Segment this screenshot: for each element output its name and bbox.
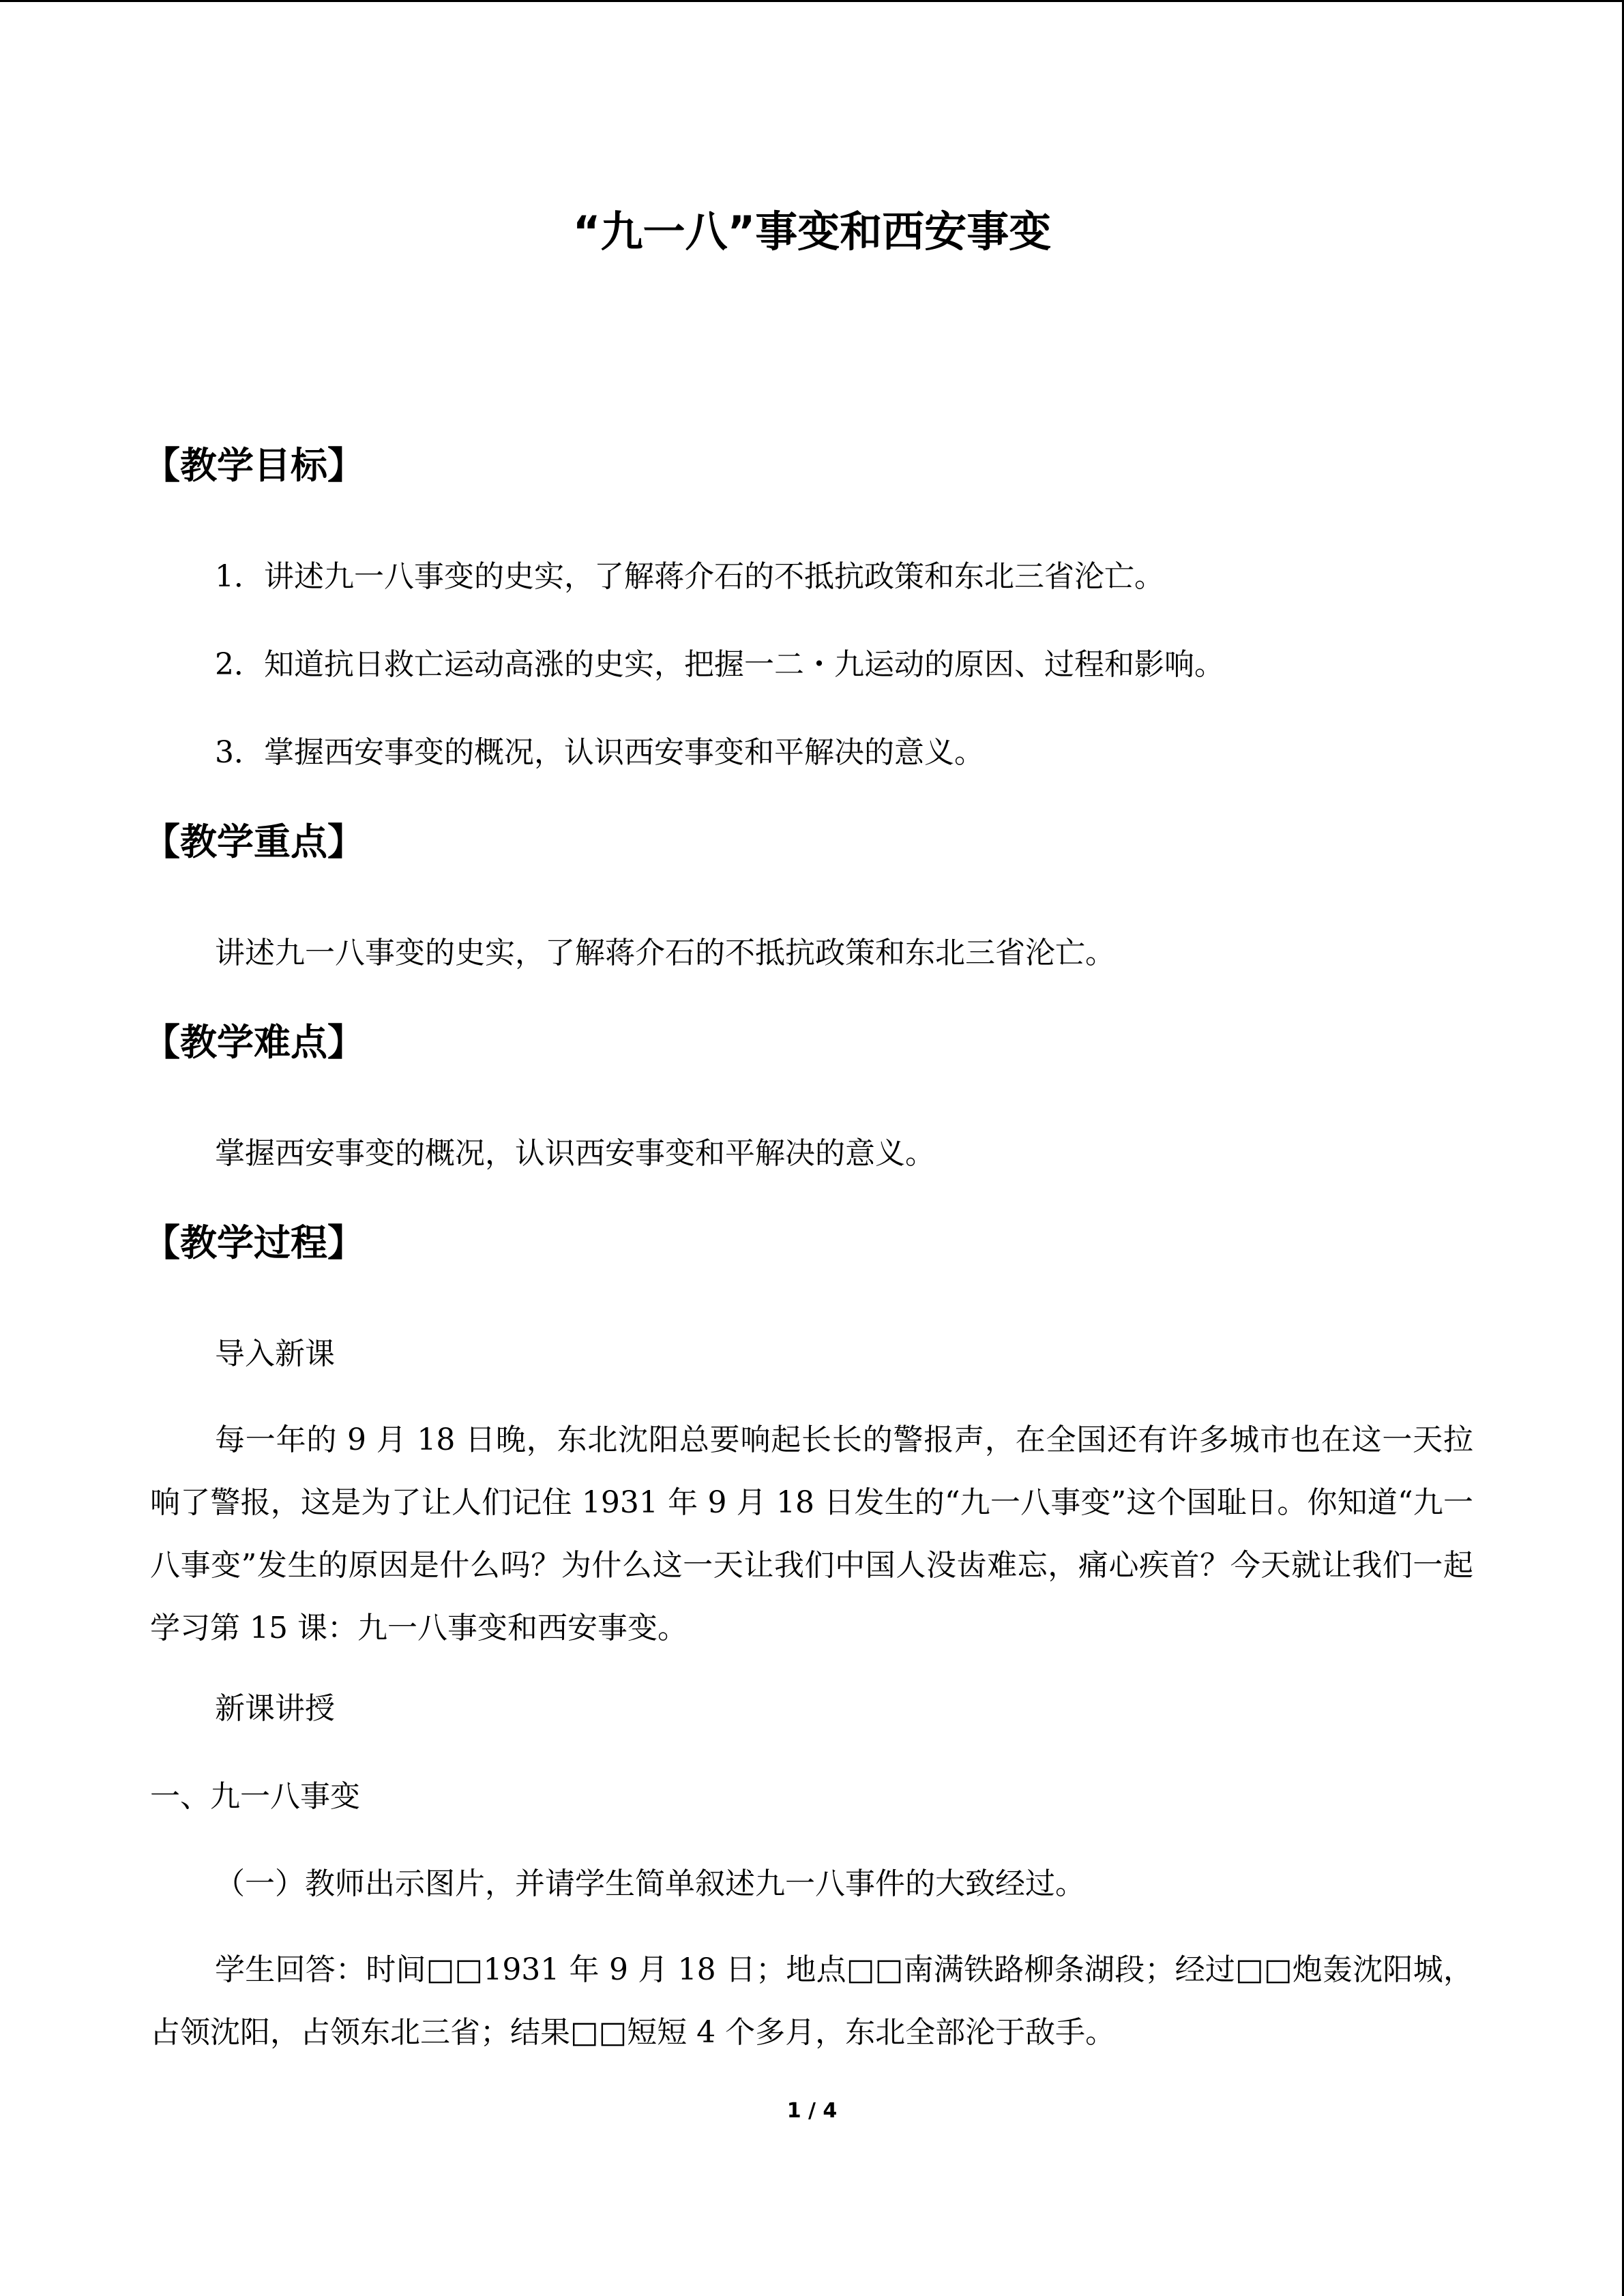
heading-process: 【教学过程】 <box>143 1221 364 1264</box>
page-top-border <box>0 0 1624 2</box>
key-points-text: 讲述九一八事变的史实，了解蒋介石的不抵抗政策和东北三省沦亡。 <box>215 936 1115 970</box>
intro-label: 导入新课 <box>215 1337 335 1371</box>
page-number: 1 / 4 <box>786 2099 838 2123</box>
difficulties-text: 掌握西安事变的概况，认识西安事变和平解决的意义。 <box>215 1136 935 1171</box>
document-title: “九一八”事变和西安事变 <box>572 207 1052 256</box>
part-one-title: 一、九一八事变 <box>150 1779 360 1814</box>
objective-item-1: 1．讲述九一八事变的史实，了解蒋介石的不抵抗政策和东北三省沦亡。 <box>215 559 1164 594</box>
new-lesson-label: 新课讲授 <box>215 1691 335 1726</box>
objective-item-3: 3．掌握西安事变的概况，认识西安事变和平解决的意义。 <box>215 735 984 770</box>
heading-objectives: 【教学目标】 <box>143 444 364 487</box>
intro-paragraph: 每一年的 9 月 18 日晚，东北沈阳总要响起长长的警报声，在全国还有许多城市也在这一天拉响了警报，这是为了让人们记住 1931 年 9 月 18 日发生的“九一八事变”这个国耻日。你知道“九一八事变”发生的原因是什么吗？为什么这一天让我们中国人没齿难忘，痛心疾首？今天就让我们一起学习第 15 课：九一八事变和西安事变。 <box>150 1422 1473 1645</box>
objective-item-2: 2．知道抗日救亡运动高涨的史实，把握一二・九运动的原因、过程和影响。 <box>215 647 1224 682</box>
student-answer-paragraph: 学生回答：时间□□1931 年 9 月 18 日；地点□□南满铁路柳条湖段；经过□□炮轰沈阳城，占领沈阳，占领东北三省；结果□□短短 4 个多月，东北全部沦于敌手。 <box>150 1952 1473 2050</box>
heading-difficulties: 【教学难点】 <box>143 1021 364 1064</box>
heading-key-points: 【教学重点】 <box>143 820 364 863</box>
step-one-text: （一）教师出示图片，并请学生简单叙述九一八事件的大致经过。 <box>215 1866 1085 1901</box>
